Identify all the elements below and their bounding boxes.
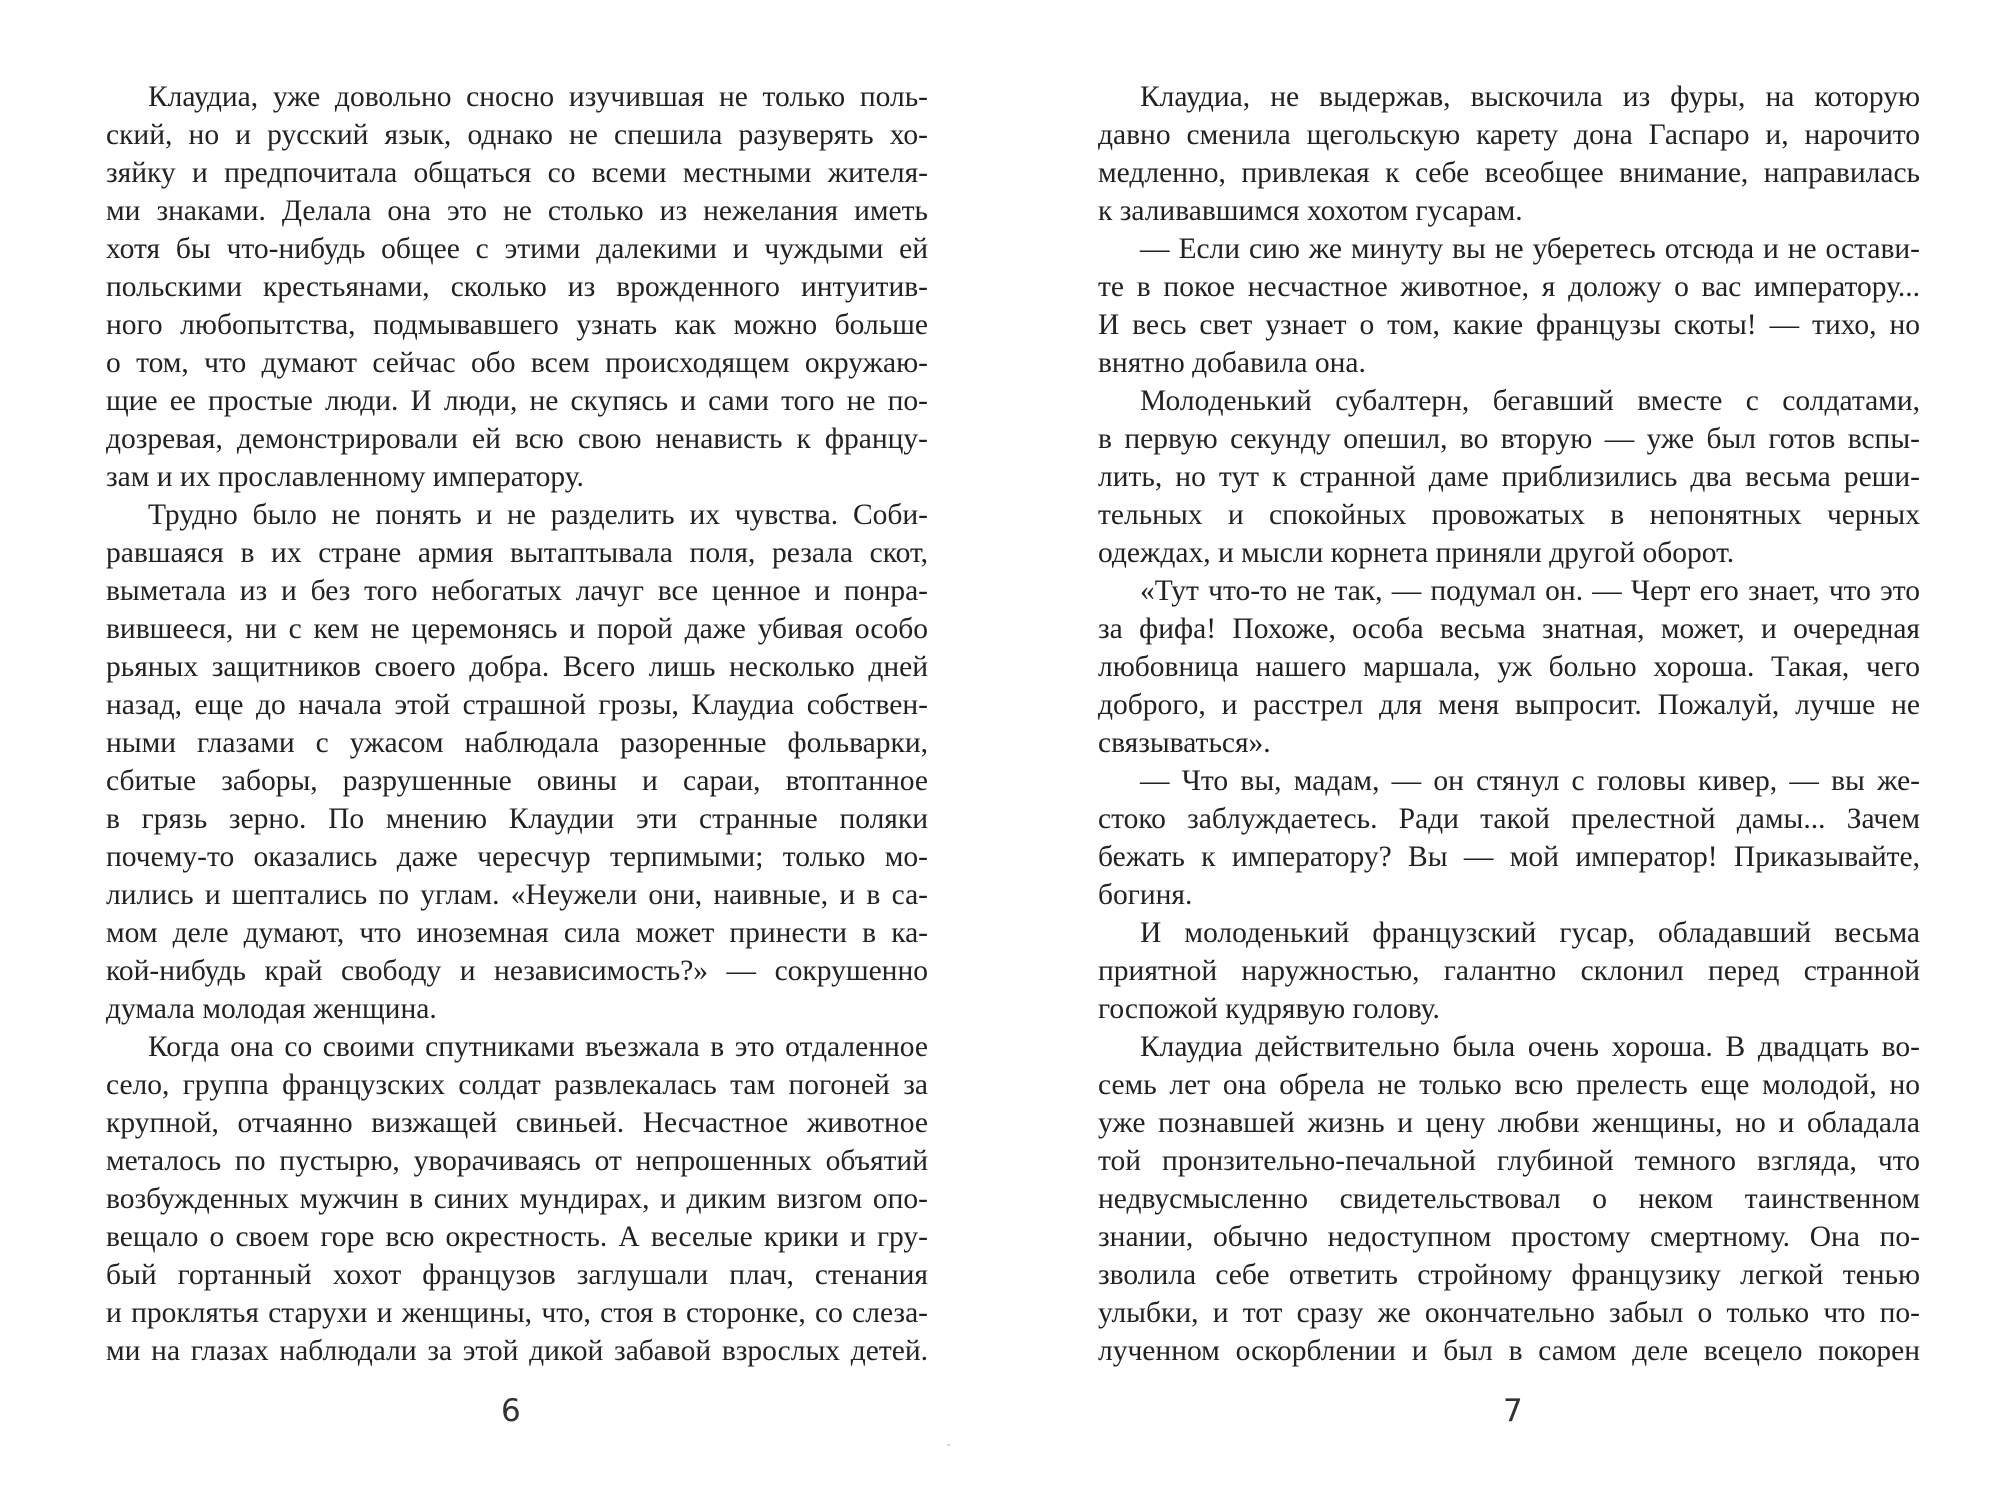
paragraph [1098, 382, 1920, 572]
gutter-mark [947, 1444, 950, 1446]
text-line: стоко заблуждаетесь. Ради такой прелестной дамы... Зачем [1098, 803, 1920, 835]
text-line: Когда она со своими спутниками въезжала в это отдаленное [148, 1031, 928, 1063]
text-line: И молоденький французский гусар, обладавший весьма [1140, 917, 1920, 949]
text-line: рьяных защитников своего добра. Всего лишь несколько дней [106, 651, 928, 683]
text-line: лученном оскорблении и был в самом деле всецело покорен [1098, 1335, 1920, 1367]
text-line: связываться». [1098, 727, 1271, 759]
text-line: думала молодая женщина. [106, 993, 437, 1025]
text-line: бый гортанный хохот французов заглушали плач, стенания [106, 1259, 928, 1291]
text-line: — Что вы, мадам, — он стянул с головы кивер, — вы же- [1140, 765, 1920, 797]
paragraph [1098, 572, 1920, 762]
text-line: Клаудиа действительно была очень хороша. В двадцать во- [1140, 1031, 1920, 1063]
text-line: ми знаками. Делала она это не столько из нежелания иметь [106, 195, 928, 227]
text-line: возбужденных мужчин в синих мундирах, и диким визгом опо- [106, 1183, 928, 1215]
text-line: село, группа французских солдат развлекалась там погоней за [106, 1069, 928, 1101]
text-line: улыбки, и тот сразу же окончательно забыл о только что по- [1098, 1297, 1920, 1329]
text-line: лились и шептались по углам. «Неужели они, наивные, и в са- [106, 879, 928, 911]
text-line: сбитые заборы, разрушенные овины и сараи, втоптанное [106, 765, 928, 797]
text-line: любовница нашего маршала, уж больно хороша. Такая, чего [1098, 651, 1920, 683]
text-line: Трудно было не понять и не разделить их чувства. Соби- [148, 499, 928, 531]
text-line: ными глазами с ужасом наблюдала разоренные фольварки, [106, 727, 928, 759]
text-line: знании, обычно недоступном простому смертному. Она по- [1098, 1221, 1920, 1253]
text-line: уже познавшей жизнь и цену любви женщины, но и обладала [1098, 1107, 1920, 1139]
left-page [106, 78, 928, 1370]
text-line: давно сменила щегольскую карету дона Гаспаро и, нарочито [1098, 119, 1920, 151]
page-number-left: 6 [501, 1393, 521, 1429]
text-line: той пронзительно-печальной глубиной темного взгляда, что [1098, 1145, 1920, 1177]
text-line: те в покое несчастное животное, я доложу о вас императору... [1098, 271, 1920, 303]
text-line: одеждах, и мысли корнета приняли другой оборот. [1098, 537, 1735, 569]
text-line: ми на глазах наблюдали за этой дикой забавой взрослых детей. [106, 1335, 928, 1367]
paragraph [1098, 230, 1920, 382]
text-line: о том, что думают сейчас обо всем происходящем окружаю- [106, 347, 928, 379]
paragraph [106, 78, 928, 496]
text-line: в грязь зерно. По мнению Клаудии эти странные поляки [106, 803, 928, 835]
text-line: «Тут что-то не так, — подумал он. — Черт его знает, что это [1140, 575, 1920, 607]
text-line: Клаудиа, не выдержав, выскочила из фуры, на которую [1140, 81, 1920, 113]
text-line: за фифа! Похоже, особа весьма знатная, может, и очередная [1098, 613, 1920, 645]
text-line: хотя бы что-нибудь общее с этими далекими и чуждыми ей [106, 233, 928, 265]
text-line: бежать к императору? Вы — мой император! Приказывайте, [1098, 841, 1920, 873]
text-line: назад, еще до начала этой страшной грозы, Клаудиа собствен- [106, 689, 928, 721]
text-line: медленно, привлекая к себе всеобщее внимание, направилась [1098, 157, 1920, 189]
paragraph [1098, 1028, 1920, 1370]
text-line: недвусмысленно свидетельствовал о неком таинственном [1098, 1183, 1920, 1215]
text-line: щие ее простые люди. И люди, не скупясь и сами того не по- [106, 385, 928, 417]
text-line: зволила себе ответить стройному французику легкой тенью [1098, 1259, 1920, 1291]
paragraph [106, 496, 928, 1028]
text-line: ский, но и русский язык, однако не спешила разуверять хо- [106, 119, 928, 151]
text-line: металось по пустырю, уворачиваясь от непрошенных объятий [106, 1145, 928, 1177]
text-line: лить, но тут к странной даме приблизились два весьма реши- [1098, 461, 1920, 493]
paragraph [1098, 914, 1920, 1028]
text-line: выметала из и без того небогатых лачуг все ценное и понра- [106, 575, 928, 607]
text-line: Клаудиа, уже довольно сносно изучившая не только поль- [148, 81, 928, 113]
text-line: дозревая, демонстрировали ей всю свою ненависть к францу- [106, 423, 928, 455]
paragraph [1098, 78, 1920, 230]
text-line: польскими крестьянами, сколько из врожденного интуитив- [106, 271, 928, 303]
paragraph [106, 1028, 928, 1370]
page-number-right: 7 [1503, 1393, 1523, 1429]
text-line: доброго, и расстрел для меня выпросит. Пожалуй, лучше не [1098, 689, 1920, 721]
text-line: семь лет она обрела не только всю прелесть еще молодой, но [1098, 1069, 1920, 1101]
text-line: вещало о своем горе всю окрестность. А веселые крики и гру- [106, 1221, 928, 1253]
text-line: равшаяся в их стране армия вытаптывала поля, резала скот, [106, 537, 928, 569]
paragraph [1098, 762, 1920, 914]
text-line: госпожой кудрявую голову. [1098, 993, 1440, 1025]
text-line: ного любопытства, подмывавшего узнать как можно больше [106, 309, 928, 341]
text-line: к заливавшимся хохотом гусарам. [1098, 195, 1523, 227]
text-line: Молоденький субалтерн, бегавший вместе с солдатами, [1140, 385, 1920, 417]
text-line: зяйку и предпочитала общаться со всеми местными жителя- [106, 157, 928, 189]
text-line: богиня. [1098, 879, 1193, 911]
text-line: мом деле думают, что иноземная сила может принести в ка- [106, 917, 928, 949]
right-page [1098, 78, 1920, 1370]
text-line: и проклятья старухи и женщины, что, стоя в сторонке, со слеза- [106, 1297, 928, 1329]
text-line: почему-то оказались даже чересчур терпимыми; только мо- [106, 841, 928, 873]
text-line: кой-нибудь край свободу и независимость?» — сокрушенно [106, 955, 928, 987]
text-line: в первую секунду опешил, во вторую — уже был готов вспы- [1098, 423, 1920, 455]
text-line: вившееся, ни с кем не церемонясь и порой даже убивая особо [106, 613, 928, 645]
text-line: зам и их прославленному императору. [106, 461, 584, 493]
text-line: — Если сию же минуту вы не уберетесь отсюда и не остави- [1140, 233, 1920, 265]
text-line: приятной наружностью, галантно склонил перед странной [1098, 955, 1920, 987]
text-line: внятно добавила она. [1098, 347, 1366, 379]
text-line: тельных и спокойных провожатых в непонятных черных [1098, 499, 1920, 531]
text-line: крупной, отчаянно визжащей свиньей. Несчастное животное [106, 1107, 928, 1139]
text-line: И весь свет узнает о том, какие французы скоты! — тихо, но [1098, 309, 1920, 341]
